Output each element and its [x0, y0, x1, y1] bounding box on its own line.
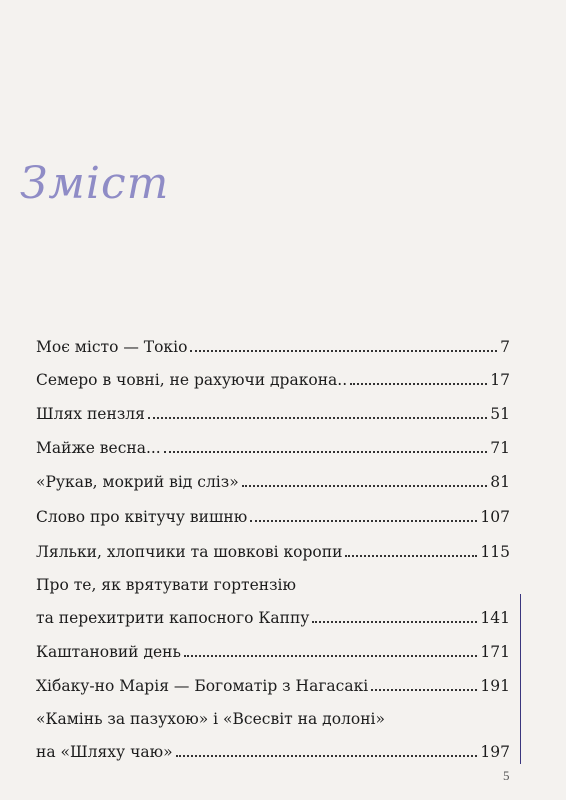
toc-leader-dots [250, 520, 477, 522]
toc-entry-page: 51 [490, 405, 510, 423]
toc-entry [36, 330, 510, 356]
toc-entry-title: «Камінь за пазухою» і «Всесвіт на долоні» [36, 710, 385, 728]
bleed-through-text [0, 0, 566, 160]
toc-entry-title: Слово про квітучу вишню [36, 508, 248, 526]
toc-entry [36, 669, 510, 695]
toc-entry-title: Ляльки, хлопчики та шовкові коропи [36, 543, 343, 561]
toc-entry-page: 141 [480, 609, 510, 627]
toc-entry [36, 702, 510, 728]
toc-entry [36, 397, 510, 423]
toc-entry-page: 197 [480, 743, 510, 761]
toc-entry [36, 500, 510, 526]
toc-leader-dots [184, 655, 477, 657]
toc-entry [36, 363, 510, 389]
toc-entry-page: 107 [480, 508, 510, 526]
toc-leader-dots [312, 621, 477, 623]
toc-entry-page: 81 [490, 473, 510, 491]
contents-title [20, 158, 169, 209]
toc-entry-title: Про те, як врятувати гортензію [36, 576, 296, 594]
toc-entry-title: Каштановий день [36, 643, 181, 661]
toc-leader-dots [190, 350, 497, 352]
toc-entry-title: Шлях пензля [36, 405, 145, 423]
toc-entry-title: Майже весна... [36, 439, 161, 457]
toc-entry-title: на «Шляху чаю» [36, 743, 173, 761]
toc-entry-page: 7 [500, 338, 510, 356]
toc-entry-page: 71 [490, 439, 510, 457]
toc-leader-dots [345, 555, 477, 557]
toc-entry-title: «Рукав, мокрий від сліз» [36, 473, 239, 491]
toc-entry [36, 465, 510, 491]
toc-leader-dots [242, 485, 488, 487]
toc-entry [36, 535, 510, 561]
toc-leader-dots [164, 451, 488, 453]
toc-entry-title: Моє місто — Токіо [36, 338, 188, 356]
toc-entry-title: Семеро в човні, не рахуючи дракона.. [36, 371, 348, 389]
toc-entry [36, 601, 510, 627]
toc-entry-page: 115 [480, 543, 510, 561]
margin-rule [520, 594, 521, 764]
toc-entry [36, 431, 510, 457]
toc-entry-title: та перехитрити капосного Каппу [36, 609, 310, 627]
toc-entry-page: 191 [480, 677, 510, 695]
toc-entry-page: 171 [480, 643, 510, 661]
toc-entry [36, 568, 510, 594]
toc-entry-title: Хібаку-но Марія — Богоматір з Нагасакі [36, 677, 369, 695]
contents-title-text: Зміст [20, 158, 170, 209]
toc-entry-page: 17 [490, 371, 510, 389]
page-number: 5 [503, 768, 510, 783]
toc-entry [36, 635, 510, 661]
toc-leader-dots [350, 383, 487, 385]
toc-leader-dots [176, 755, 478, 757]
toc-leader-dots [371, 689, 477, 691]
toc-entry [36, 735, 510, 761]
toc-leader-dots [148, 417, 487, 419]
